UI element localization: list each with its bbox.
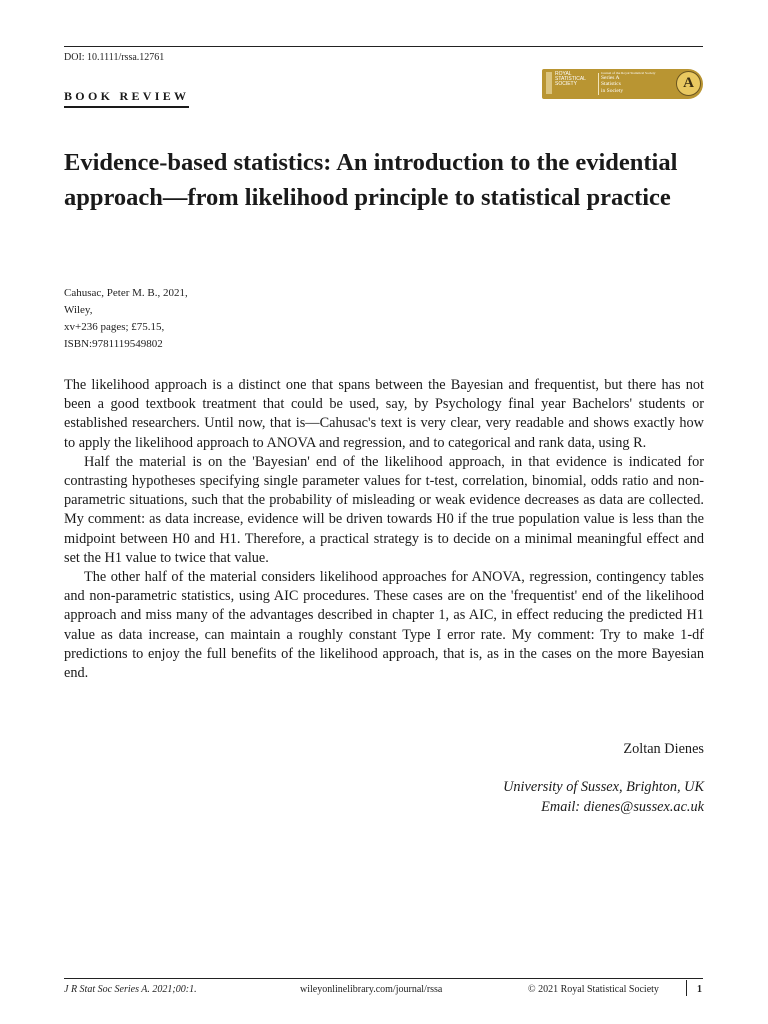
footer-separator xyxy=(686,980,687,996)
book-author: Cahusac, Peter M. B., 2021, xyxy=(64,287,188,299)
section-label: BOOK REVIEW xyxy=(64,89,189,108)
affiliation: University of Sussex, Brighton, UK xyxy=(503,779,704,795)
doi[interactable]: DOI: 10.1111/rssa.12761 xyxy=(64,52,165,63)
series-line: Series A xyxy=(601,75,620,81)
series-line: Statistics xyxy=(601,81,621,88)
logo-divider xyxy=(598,73,599,95)
society-line: ROYAL xyxy=(555,71,572,77)
book-isbn: ISBN:9781119549802 xyxy=(64,338,163,350)
series-line: Journal of the Royal Statistical Society xyxy=(601,71,656,75)
footer-url[interactable]: wileyonlinelibrary.com/journal/rssa xyxy=(300,984,443,995)
paragraph: The likelihood approach is a distinct one that spans between the Bayesian and frequentist, but there has not been a good textbook treatment that could be used, say, by Psychology final year Bachelors' students or established researchers. Until now, that is—Cahusac's text is very clear, very readable and shows exactly how to apply the likelihood approach to ANOVA and regression, and to categorical and rank data, using R. xyxy=(64,377,704,451)
paragraph: The other half of the material considers likelihood approaches for ANOVA, regression, contingency tables and non-parametric statistics, using AIC procedures. These cases are on the 'frequentist' end of the likelihood approach and miss many of the advantages described in chapter 1, as AIC, in effect reducing the predicted H1 value as data increase, can maintain a roughly constant Type I error rate. My comment: Try to make 1-df predictions to enjoy the full benefits of the likelihood approach, that is, as in the cases on the more Bayesian end. xyxy=(64,569,704,682)
top-rule xyxy=(64,46,703,47)
journal-logo xyxy=(542,69,703,99)
reviewer-name: Zoltan Dienes xyxy=(623,741,704,757)
society-name xyxy=(555,72,597,87)
series-a-badge-icon: A xyxy=(676,71,701,96)
article-title: Evidence-based statistics: An introduction to the evidential approach—from likelihood principle to statistical practice xyxy=(64,149,678,211)
book-details xyxy=(64,285,188,353)
footer-copyright: © 2021 Royal Statistical Society xyxy=(528,984,659,995)
society-line: STATISTICAL xyxy=(555,76,586,82)
review-body xyxy=(64,376,704,683)
paragraph: Half the material is on the 'Bayesian' end of the likelihood approach, in that evidence is indicated for contrasting hypotheses specifying single parameter values for t-test, correlation, binomial, odds ratio and non-parametric situations, such that the probability of misleading or weak evidence decreases as data are collected. My comment: as data increase, evidence will be driven towards H0 if the true population value is less than the midpoint between H0 and H1. Therefore, a practical strategy is to decide on a minimal meaningful effect and set the H1 value to twice that value. xyxy=(64,453,704,566)
page-number: 1 xyxy=(697,984,702,995)
footer-journal: J R Stat Soc Series A. 2021;00:1. xyxy=(64,984,197,995)
society-line: SOCIETY xyxy=(555,81,577,87)
reviewer-email[interactable]: Email: dienes@sussex.ac.uk xyxy=(541,798,704,815)
book-pages-price: xv+236 pages; £75.15, xyxy=(64,321,165,333)
book-publisher: Wiley, xyxy=(64,304,93,316)
reviewer-affiliation xyxy=(503,778,704,817)
society-crest-icon xyxy=(546,72,552,94)
series-line: in Society xyxy=(601,87,624,94)
series-name xyxy=(601,71,665,94)
bottom-rule xyxy=(64,978,703,979)
